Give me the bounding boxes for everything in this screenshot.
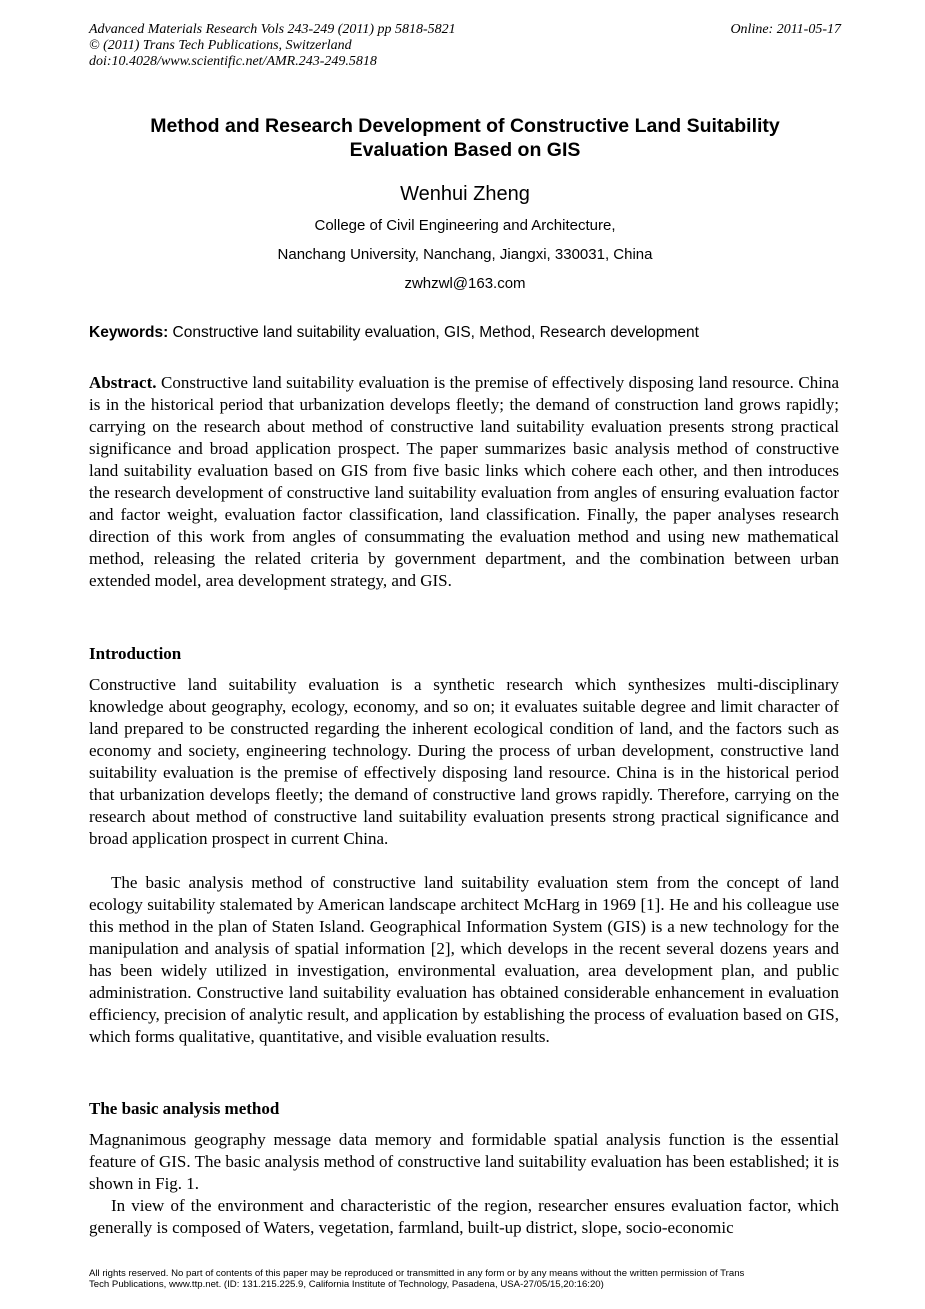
affiliation-line-1: College of Civil Engineering and Architecture, [314, 217, 616, 234]
copyright-notice: © (2011) Trans Tech Publications, Switzerland [89, 38, 352, 53]
keywords [89, 323, 841, 343]
footer-line-1: All rights reserved. No part of contents of this paper may be reproduced or transmitted in any form or by any means without the written permission of Trans [89, 1268, 745, 1279]
abstract-text: Constructive land suitability evaluation is the premise of effectively disposing land resource. China is in the historical period that urbanization develops fleetly; the demand of construction land grows rapidly; carrying on the research about method of constructive land suitability evaluation presents strong practical significance and broad application prospect. The paper summarizes basic analysis method of constructive land suitability evaluation based on GIS from five basic links which cohere each other, and then introduces the research development of constructive land suitability evaluation from angles of ensuring evaluation factor and factor weight, evaluation factor classification, land classification. Finally, the paper analyses research direction of this work from angles of consummating the evaluation method and using new mathematical method, releasing the related criteria by government department, and the combination between urban extended model, area development strategy, and GIS. [89, 373, 839, 590]
method-paragraph-2: In view of the environment and characteristic of the region, researcher ensures evaluation factor, which generally is composed of Waters, vegetation, farmland, built-up district, slope, socio-economic [89, 1196, 839, 1237]
paper-title [89, 114, 841, 162]
title-line-1: Method and Research Development of Constructive Land Suitability [150, 115, 780, 137]
title-line-2: Evaluation Based on GIS [349, 139, 581, 161]
author-name: Wenhui Zheng [400, 183, 530, 205]
section-heading-basic-analysis-method: The basic analysis method [89, 1099, 280, 1118]
introduction-paragraph-2: The basic analysis method of constructive land suitability evaluation stem from the concept of land ecology suitability stalemated by American landscape architect McHarg in 1969 [1]. He and his colleague use this method in the plan of Staten Island. Geographical Information System (GIS) is a new technology for the manipulation and analysis of spatial information [2], which develops in the recent several dozens years and has been widely utilized in investigation, environmental evaluation, area development plan, and public administration. Constructive land suitability evaluation has obtained considerable enhancement in evaluation efficiency, precision of analytic result, and application by establishing the process of evaluation based on GIS, which forms qualitative, quantitative, and visible evaluation results. [89, 873, 839, 1046]
abstract [89, 372, 839, 592]
doi-link[interactable]: doi:10.4028/www.scientific.net/AMR.243-249.5818 [89, 54, 377, 69]
introduction-paragraph-1: Constructive land suitability evaluation is a synthetic research which synthesizes multi-disciplinary knowledge about geography, ecology, economy, and so on; it evaluates suitable degree and limit character of land prepared to be constructed regarding the inherent ecological condition of land, and the factors such as economy and society, engineering technology. During the process of urban development, constructive land suitability evaluation is the premise of effectively disposing land resource. China is in the historical period that urbanization develops fleetly; the demand of constructive land grows rapidly. Therefore, carrying on the research about method of constructive land suitability evaluation presents strong practical significance and broad application prospect in current China. [89, 675, 839, 848]
author-email[interactable]: zwhzwl@163.com [404, 275, 526, 292]
keywords-label: Keywords: [89, 324, 169, 341]
copyright-footer [89, 1268, 849, 1290]
method-paragraph-1: Magnanimous geography message data memory and formidable spatial analysis function is the essential feature of GIS. The basic analysis method of constructive land suitability evaluation has been established; it is shown in Fig. 1. [89, 1130, 839, 1193]
journal-citation: Advanced Materials Research Vols 243-249 (2011) pp 5818-5821 [89, 22, 456, 37]
abstract-label: Abstract. [89, 373, 157, 392]
affiliation-line-2: Nanchang University, Nanchang, Jiangxi, 330031, China [277, 246, 653, 263]
online-date: Online: 2011-05-17 [730, 22, 841, 37]
keywords-list: Constructive land suitability evaluation, GIS, Method, Research development [168, 324, 699, 341]
section-heading-introduction: Introduction [89, 644, 182, 663]
journal-header [89, 22, 841, 70]
footer-line-2: Tech Publications, www.ttp.net. (ID: 131.215.225.9, California Institute of Technology, Pasadena, USA-27/05/15,20:16:20) [89, 1279, 604, 1290]
